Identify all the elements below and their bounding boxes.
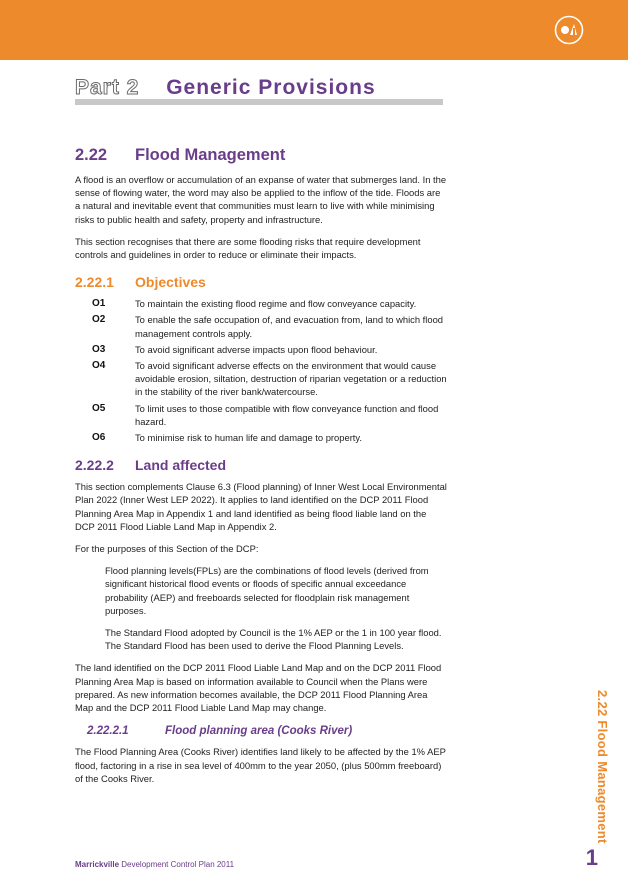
section-heading	[75, 145, 447, 165]
objective-item	[92, 343, 447, 356]
objective-item	[92, 297, 447, 310]
flood-planning-area-heading	[87, 724, 447, 739]
objective-code: O2	[92, 314, 106, 326]
council-logo-icon	[554, 15, 584, 45]
objective-text: To limit uses to those compatible with flow conveyance function and flood hazard.	[135, 402, 439, 427]
definition-paragraph: The Standard Flood adopted by Council is the 1% AEP or the 1 in 100 year flood. The Standard Flood has been used to derive the Flood Planning Levels.	[105, 627, 442, 652]
objectives-list	[92, 297, 447, 444]
side-section-title: 2.22 Flood Management	[595, 690, 610, 844]
part-header	[75, 76, 376, 100]
objectives-heading	[75, 273, 447, 291]
header-band	[0, 0, 628, 60]
objective-code: O3	[92, 343, 106, 355]
land-affected-title: Land affected	[135, 457, 227, 474]
land-paragraph: The land identified on the DCP 2011 Flood Liable Land Map and on the DCP 2011 Flood Planning Area Map is based on information available to Council when the Plans were prepared. As new information becomes available, the DCP 2011 Flood Planning Area Map and the DCP 2011 Flood Liable Land Map may change.	[75, 662, 442, 714]
objective-code: O6	[92, 432, 106, 444]
objective-text: To maintain the existing flood regime and flow conveyance capacity.	[135, 298, 417, 310]
objective-text: To avoid significant adverse effects on the environment that would cause avoidable erosion, siltation, destruction of riparian vegetation or a reduction in the stability of the river bank/watercourse.	[135, 360, 447, 398]
footer-plan: Development Control Plan 2011	[119, 860, 235, 869]
document-body	[75, 145, 447, 794]
objectives-number: 2.22.1	[75, 274, 114, 291]
intro-paragraph: This section recognises that there are some flooding risks that require development controls and guidelines in order to reduce or eliminate their impacts.	[75, 235, 421, 261]
fpa-number: 2.22.2.1	[87, 725, 129, 738]
land-affected-number: 2.22.2	[75, 457, 114, 474]
page-number: 1	[585, 845, 598, 870]
intro-paragraph: A flood is an overflow or accumulation of an expanse of water that submerges land. In the sense of flowing water, the word may also be applied to the inflow of the tide. Floods are a natural and inevitable event that communities must learn to live with while minimising risks to public health and safety, property and infrastructure.	[75, 174, 447, 225]
footer-plan-name	[75, 860, 234, 869]
objectives-title: Objectives	[135, 274, 206, 291]
objective-text: To avoid significant adverse impacts upon flood behaviour.	[135, 343, 378, 355]
section-title: Flood Management	[135, 146, 286, 164]
section-number: 2.22	[75, 146, 108, 164]
fpa-paragraph: The Flood Planning Area (Cooks River) identifies land likely to be affected by the 1% AEP flood, factoring in a rise in sea level of 400mm to the year 2050, (plus 500mm freeboard) of the Cooks River.	[75, 746, 446, 784]
objective-text: To minimise risk to human life and damage to property.	[135, 432, 363, 444]
objective-item	[92, 402, 447, 428]
objective-item	[92, 431, 447, 444]
header-rule	[75, 99, 443, 105]
land-affected-heading	[75, 456, 447, 474]
part-title: Generic Provisions	[166, 76, 376, 99]
objective-item	[92, 313, 447, 339]
part-label: Part 2	[75, 76, 140, 99]
objective-code: O4	[92, 360, 106, 372]
land-paragraph: For the purposes of this Section of the DCP:	[75, 543, 259, 555]
footer-council: Marrickville	[75, 860, 120, 869]
land-paragraph: This section complements Clause 6.3 (Flood planning) of Inner West Local Environmental Plan 2022 (Inner West LEP 2022). It applies to land identified on the DCP 2011 Flood Planning Area Map in Appendix 1 and land identified as being flood liable land on the DCP 2011 Flood Liable Land Map in Appendix 2.	[75, 481, 447, 532]
objective-code: O5	[92, 402, 106, 414]
objective-code: O1	[92, 298, 106, 310]
objective-item	[92, 359, 447, 399]
definition-paragraph: Flood planning levels(FPLs) are the combinations of flood levels (derived from significant historical flood events or floods of specific annual exceedance probability (AEP) and freeboards selected for floodplain risk management purposes.	[105, 565, 429, 616]
fpa-title: Flood planning area (Cooks River)	[165, 725, 353, 738]
objective-text: To enable the safe occupation of, and evacuation from, land to which flood management controls apply.	[135, 314, 444, 339]
